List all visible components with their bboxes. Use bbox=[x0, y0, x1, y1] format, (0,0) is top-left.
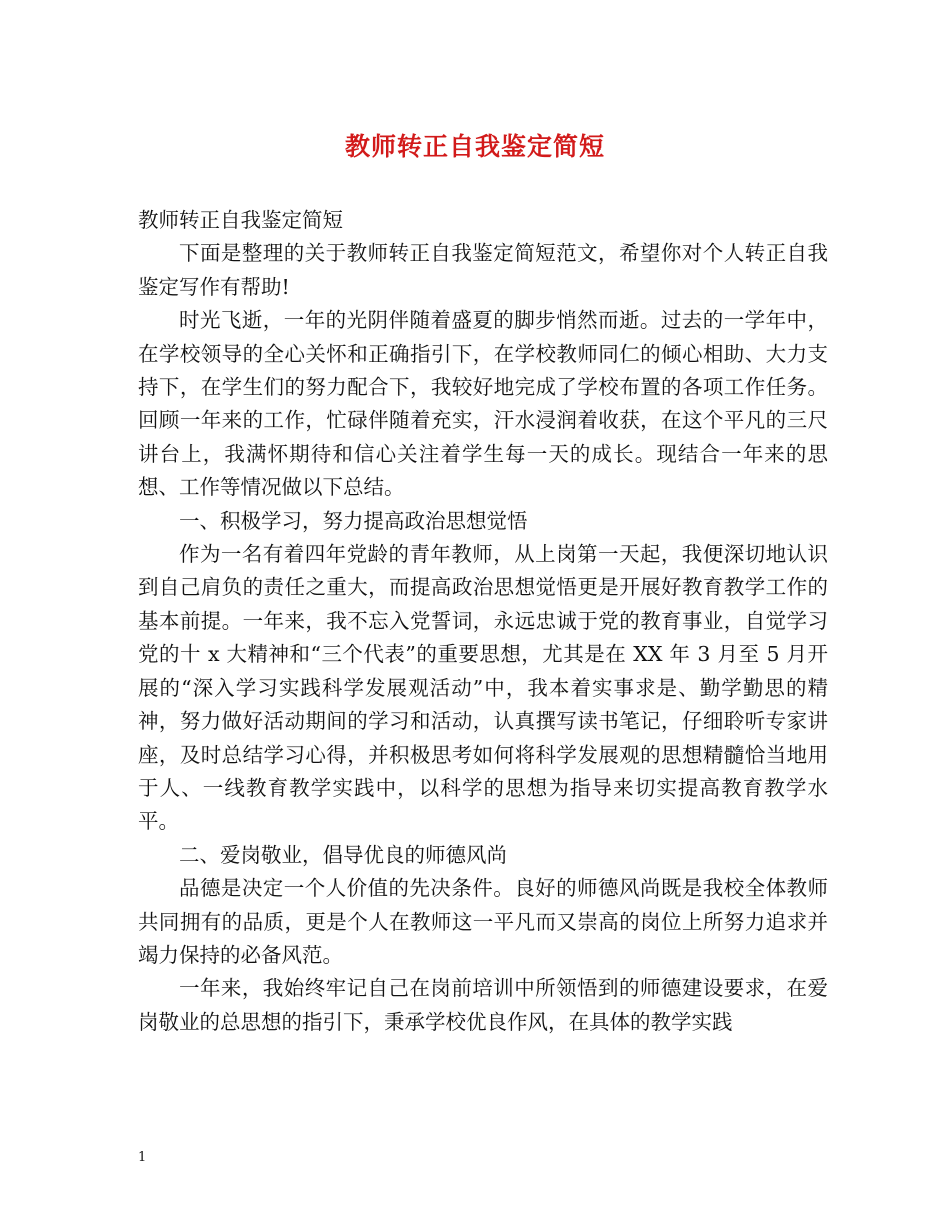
paragraph-summary: 时光飞逝，一年的光阴伴随着盛夏的脚步悄然而逝。过去的一学年中，在学校领导的全心关怀和正确指引下，在学校教师同仁的倾心相助、大力支持下，在学生们的努力配合下，我较好地完成了学校布置的各项工作任务。回顾一年来的工作，忙碌伴随着充实，汗水浸润着收获，在这个平凡的三尺讲台上，我满怀期待和信心关注着学生每一天的成长。现结合一年来的思想、工作等情况做以下总结。 bbox=[138, 308, 828, 500]
paragraph-heading: 教师转正自我鉴定简短 bbox=[138, 208, 343, 232]
paragraph-section-2b: 一年来，我始终牢记自己在岗前培训中所领悟到的师德建设要求，在爱岗敬业的总思想的指引下，秉承学校优良作风，在具体的教学实践 bbox=[138, 976, 828, 1034]
paragraph-section-2a: 品德是决定一个人价值的先决条件。良好的师德风尚既是我校全体教师共同拥有的品质，更是个人在教师这一平凡而又崇高的岗位上所努力追求并竭力保持的必备风范。 bbox=[138, 876, 828, 967]
paragraph-section-1: 作为一名有着四年党龄的青年教师，从上岗第一天起，我便深切地认识到自己肩负的责任之重大，而提高政治思想觉悟更是开展好教育教学工作的基本前提。一年来，我不忘入党誓词，永远忠诚于党的教育事业，自觉学习党的十 x 大精神和“三个代表”的重要思想，尤其是在 XX 年 3 月至 5 月开展的“深入学习实践科学发展观活动”中，我本着实事求是、勤学勤思的精神，努力做好活动期间的学习和活动，认真撰写读书笔记，仔细聆听专家讲座，及时总结学习心得，并积极思考如何将科学发展观的思想精髓恰当地用于人、一线教育教学实践中，以科学的思想为指导来切实提高教育教学水平。 bbox=[138, 542, 828, 834]
paragraph-intro: 下面是整理的关于教师转正自我鉴定简短范文，希望你对个人转正自我鉴定写作有帮助! bbox=[138, 241, 828, 299]
section-heading-1: 一、积极学习，努力提高政治思想觉悟 bbox=[179, 508, 528, 533]
page-number: 1 bbox=[138, 1150, 147, 1165]
document-body bbox=[138, 204, 828, 1039]
document-title: 教师转正自我鉴定简短 bbox=[344, 132, 605, 161]
section-heading-2: 二、爱岗敬业，倡导优良的师德风尚 bbox=[179, 842, 507, 867]
